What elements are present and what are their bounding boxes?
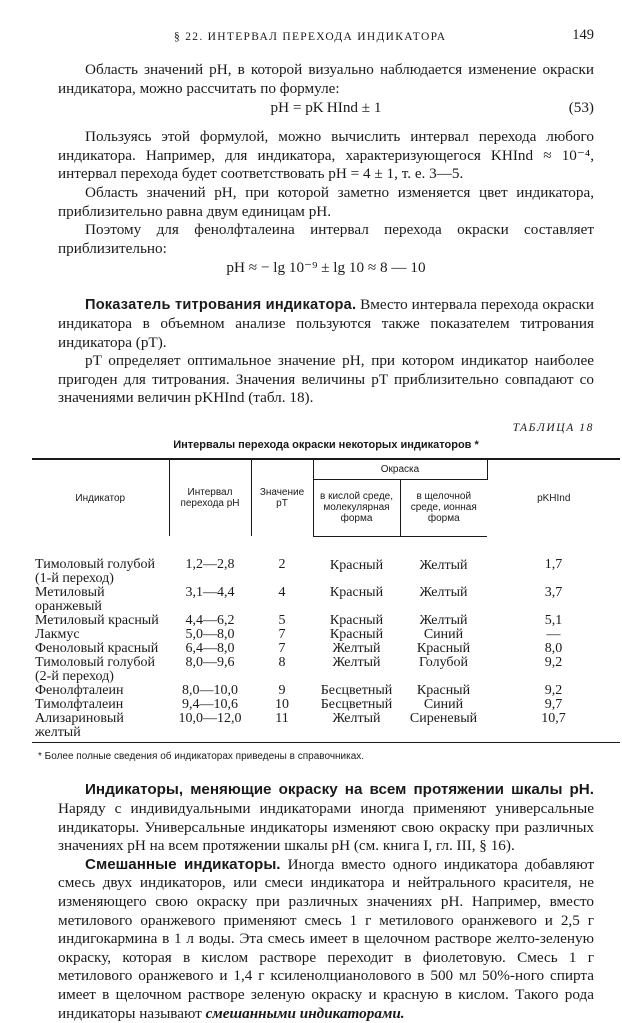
cell-name: Лакмус (35, 627, 80, 643)
heading-universal-indicators: Индикаторы, меняющие окраску на всем протяжении шкалы pH. (85, 781, 594, 799)
table-caption: Интервалы перехода окраски некоторых индикаторов * (173, 438, 479, 451)
cell-alkaline: Желтый (419, 557, 468, 573)
cell-pk: 9,2 (544, 655, 563, 671)
cell-pt: 8 (278, 655, 286, 671)
cell-acid: Бесцветный (320, 697, 393, 713)
cell-interval: 9,4—10,6 (182, 697, 238, 713)
cell-alkaline: Синий (423, 697, 464, 713)
cell-pk: 10,7 (487, 712, 620, 743)
cell-pk: 5,1 (544, 613, 563, 629)
formula-53-expression: pH = pK HInd ± 1 (270, 99, 382, 117)
cell-interval: 5,0—8,0 (185, 627, 235, 643)
cell-acid: Желтый (332, 655, 381, 671)
formula-phenolphthalein-expression: pH ≈ − lg 10⁻⁹ ± lg 10 ≈ 8 — 10 (226, 259, 426, 277)
cell-alkaline: Желтый (419, 613, 468, 629)
cell-alkaline: Желтый (419, 585, 468, 601)
cell-pk: 9,2 (544, 683, 563, 699)
table-row (32, 642, 620, 656)
table-row (32, 536, 620, 586)
paragraph-ph-units: Область значений pH, при которой заметно изменяется цвет индикатора, приблизительно равна двум единицам pH. (58, 183, 594, 220)
cell-name: Фенолфталеин (35, 683, 124, 699)
table-row (32, 712, 620, 743)
section-title: § 22. ИНТЕРВАЛ ПЕРЕХОДА ИНДИКАТОРА (174, 31, 447, 43)
paragraph-interval-example: Пользуясь этой формулой, можно вычислить интервал перехода любого индикатора. Например, для индикатора, характеризующегося KHInd ≈ 10⁻⁴, интервал перехода будет соответствовать pH = 4 ± 1, т. е. 3—5. (58, 128, 594, 183)
cell-pt: 9 (278, 683, 286, 699)
header-indicator: Индикатор (32, 459, 169, 537)
header-alkaline: в щелочной среде, ионная форма (400, 479, 487, 536)
paragraph-mixed-indicators-text: Иногда вместо одного индикатора добавляют смесь двух индикаторов, или смеси индикатора и нейтрального красителя, не изменяющего свою окраску при различных значениях pH. Например, вместо метилового оранжевого применяют смесь 1 г метилового оранжевого и 2,5 г индигокармина в 1 л воды. Эта смесь имеет в щелочном растворе желто-зеленую окраску, которая в кислом растворе переходит в фиолетовую. Смесь 1 г метилового оранжевого и 1,4 г ксиленолцианолового в 500 мл 50%-ного спирта имеет в щелочном растворе зеленую окраску и красную в кислом. Такого рода индикаторы называют (58, 855, 595, 1022)
cell-acid: Красный (329, 627, 384, 643)
table-row (32, 698, 620, 712)
cell-acid: Красный (329, 585, 384, 601)
cell-interval: 6,4—8,0 (185, 641, 235, 657)
cell-interval: 4,4—6,2 (185, 613, 235, 629)
cell-pk: 1,7 (544, 557, 563, 573)
cell-pt: 11 (251, 712, 313, 743)
cell-pt: 4 (278, 585, 286, 601)
formula-53-number: (53) (568, 99, 594, 117)
header-color: Окраска (313, 459, 487, 480)
cell-acid: Красный (329, 613, 384, 629)
indicator-table (32, 458, 620, 744)
cell-pt: 7 (278, 641, 286, 657)
cell-name: Феноловый красный (35, 641, 159, 657)
header-pt: Значение pT (251, 459, 313, 537)
table-row (32, 684, 620, 698)
table-row (32, 586, 620, 614)
cell-name: Метиловый красный (35, 613, 159, 629)
header-interval: Интервал перехода pH (169, 459, 251, 537)
cell-pt: 2 (278, 557, 286, 573)
cell-alkaline: Красный (416, 683, 471, 699)
page-body (35, 61, 595, 1023)
cell-acid: Желтый (313, 712, 400, 743)
running-header (58, 26, 594, 46)
cell-acid: Желтый (332, 641, 381, 657)
cell-alkaline: Сиреневый (400, 712, 487, 743)
cell-name: Ализариновый желтый (32, 712, 169, 743)
cell-acid: Бесцветный (320, 683, 393, 699)
formula-phenolphthalein (58, 259, 594, 278)
table-footnote: * Более полные сведения об индикаторах приведены в справочниках. (38, 751, 365, 763)
cell-name: Тимолфталеин (35, 697, 124, 713)
formula-53 (58, 99, 594, 118)
paragraph-mixed-indicators (58, 856, 594, 1023)
cell-acid: Красный (329, 557, 384, 573)
cell-alkaline: Красный (416, 641, 471, 657)
heading-titration-index: Показатель титрования индикатора. (85, 297, 357, 314)
paragraph-universal-indicators (58, 781, 594, 855)
cell-alkaline: Синий (423, 627, 464, 643)
table-row (32, 628, 620, 642)
table-row (32, 614, 620, 628)
paragraph-ph-range: Область значений pH, в которой визуально наблюдается изменение окраски индикатора, можно рассчитать по формуле: (58, 61, 594, 97)
cell-interval: 10,0—12,0 (169, 712, 251, 743)
cell-interval: 1,2—2,8 (185, 557, 235, 573)
paragraph-pt-definition: pT определяет оптимальное значение pH, при котором индикатор наиболее пригоден для титрования. Значения величины pT приблизительно совпадают со значениями величин pKHInd (табл. 18). (58, 352, 594, 407)
cell-interval: 8,0—9,6 (185, 655, 235, 671)
cell-pk: 3,7 (544, 585, 563, 601)
cell-pk: — (546, 627, 561, 643)
heading-mixed-indicators: Смешанные индикаторы. (85, 855, 281, 873)
cell-pt: 5 (278, 613, 286, 629)
cell-pt: 10 (275, 697, 289, 713)
cell-interval: 8,0—10,0 (182, 683, 238, 699)
term-mixed-indicators: смешанными индикаторами. (205, 1004, 405, 1022)
table-label: ТАБЛИЦА 18 (512, 421, 594, 434)
cell-name: Метиловый оранжевый (35, 585, 105, 615)
cell-alkaline: Голубой (418, 655, 469, 671)
paragraph-universal-indicators-text: Наряду с индивидуальными индикаторами иногда применяют универсальные индикаторы. Универсальные индикаторы изменяют свою окраску при различных значениях pH на всем протяжении шкалы pH (см. книга I, гл. III, § 16). (58, 800, 594, 855)
cell-pk: 9,7 (544, 697, 563, 713)
cell-pt: 7 (278, 627, 286, 643)
cell-name: Тимоловый голубой (1-й переход) (35, 557, 155, 587)
cell-pk: 8,0 (544, 641, 563, 657)
paragraph-titration-index-text: Вместо интервала перехода окраски индикатора в объемном анализе пользуются также показателем титрования индикатора (pT). (58, 296, 594, 351)
table-row (32, 656, 620, 684)
header-pk: pKHInd (487, 459, 620, 537)
header-acid: в кислой среде, молекулярная форма (313, 479, 400, 536)
paragraph-phenolphthalein: Поэтому для фенолфталеина интервал перехода окраски составляет приблизительно: (58, 221, 594, 257)
page-number: 149 (572, 27, 594, 43)
paragraph-titration-index (58, 296, 594, 352)
cell-name: Тимоловый голубой (2-й переход) (35, 655, 155, 685)
cell-interval: 3,1—4,4 (185, 585, 235, 601)
